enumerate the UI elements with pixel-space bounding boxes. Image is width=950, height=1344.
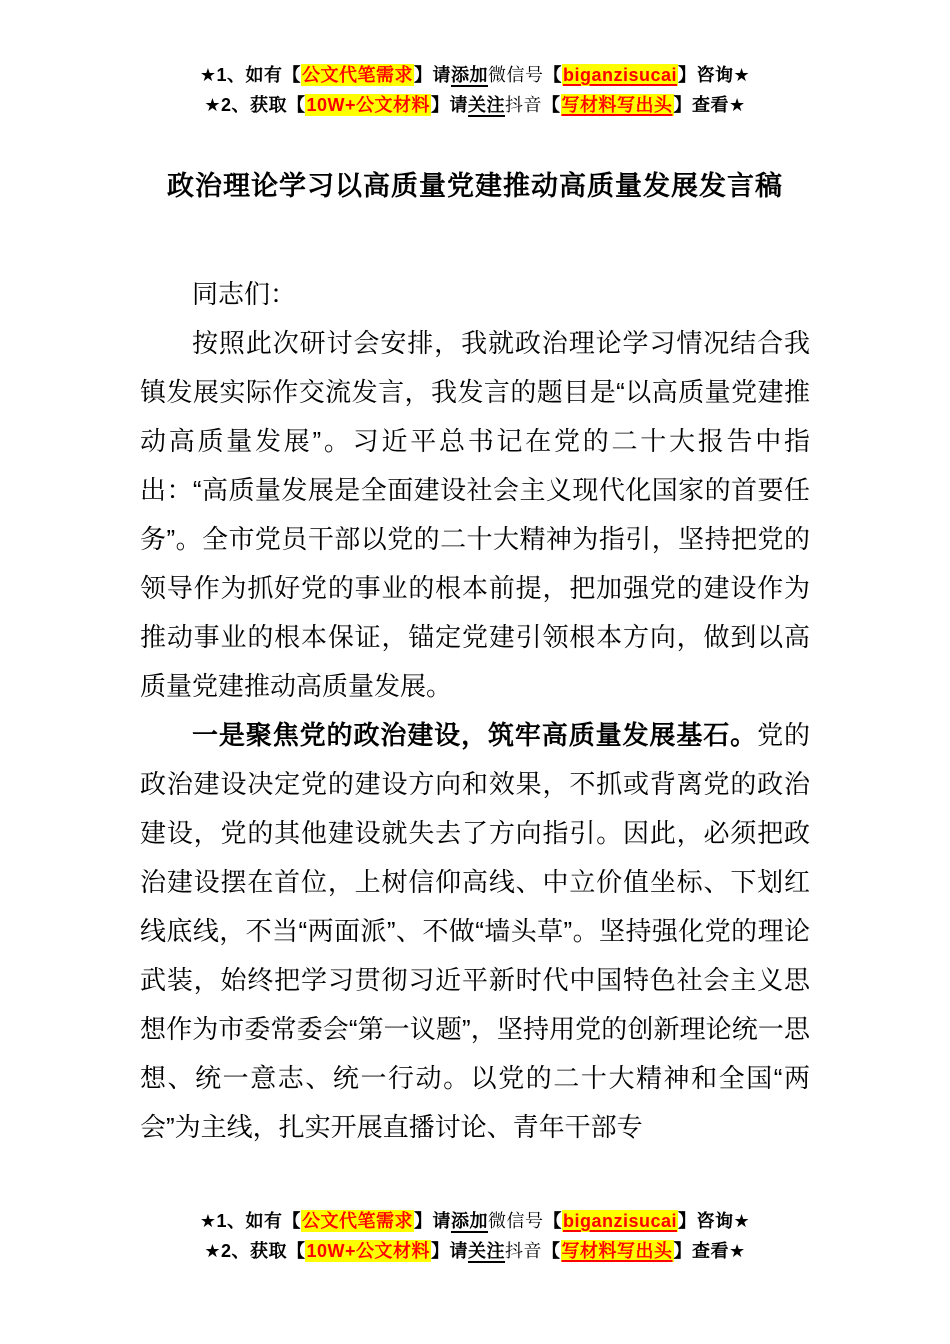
- douyin-account: 写材料写出头: [561, 95, 673, 115]
- promo-prefix: ★1、如有【: [199, 65, 301, 85]
- promo-text-douyin: 抖音: [505, 1241, 543, 1261]
- paragraph: [140, 270, 810, 319]
- promo-prefix: ★1、如有【: [199, 1211, 301, 1231]
- promo-suffix: 】咨询★: [678, 1211, 751, 1231]
- highlight-keyword-writing-service: 公文代笔需求: [301, 1211, 413, 1231]
- paragraph-bold-lead: 一是聚焦党的政治建设，筑牢高质量发展基石。: [192, 720, 758, 750]
- douyin-account: 写材料写出头: [561, 1241, 673, 1261]
- document-title: 政治理论学习以高质量党建推动高质量发展发言稿: [167, 171, 783, 202]
- highlight-keyword-writing-service: 公文代笔需求: [301, 65, 413, 85]
- promo-suffix: 】查看★: [673, 1241, 746, 1261]
- promo-line: [0, 90, 950, 120]
- promo-bracket: 【: [543, 65, 562, 85]
- promo-line: [0, 1236, 950, 1266]
- promo-suffix: 】查看★: [673, 95, 746, 115]
- paragraph-text: 按照此次研讨会安排，我就政治理论学习情况结合我镇发展实际作交流发言，我发言的题目是“以高质量党建推动高质量发展”。习近平总书记在党的二十大报告中指出：“高质量发展是全面建设社会主义现代化国家的首要任务”。全市党员干部以党的二十大精神为指引，坚持把党的领导作为抓好党的事业的根本前提，把加强党的建设作为推动事业的根本保证，锚定党建引领根本方向，做到以高质量党建推动高质量发展。: [140, 328, 810, 701]
- wechat-id: biganzisucai: [562, 65, 678, 85]
- paragraph-text: 同志们：: [192, 279, 297, 309]
- promo-text: 】请: [431, 1241, 469, 1261]
- promo-text: 】请: [413, 1211, 451, 1231]
- promo-text-douyin: 抖音: [505, 95, 543, 115]
- promo-bracket: 【: [542, 95, 561, 115]
- paragraph: [140, 319, 810, 711]
- promo-prefix: ★2、获取【: [204, 95, 306, 115]
- highlight-keyword-materials: 10W+公文材料: [306, 1241, 431, 1261]
- promo-footer: [0, 1206, 950, 1266]
- promo-prefix: ★2、获取【: [204, 1241, 306, 1261]
- promo-text-wechat: 微信号: [487, 65, 544, 85]
- document-body: [140, 270, 810, 1156]
- promo-header: [0, 60, 950, 120]
- promo-action-add: 添加: [450, 65, 488, 85]
- promo-bracket: 【: [543, 1211, 562, 1231]
- promo-line: [0, 1206, 950, 1236]
- highlight-keyword-materials: 10W+公文材料: [306, 95, 431, 115]
- paragraph-text: 党的政治建设决定党的建设方向和效果，不抓或背离党的政治建设，党的其他建设就失去了方向指引。因此，必须把政治建设摆在首位，上树信仰高线、中立价值坐标、下划红线底线，不当“两面派”、不做“墙头草”。坚持强化党的理论武装，始终把学习贯彻习近平新时代中国特色社会主义思想作为市委常委会“第一议题”，坚持用党的创新理论统一思想、统一意志、统一行动。以党的二十大精神和全国“两会”为主线，扎实开展直播讨论、青年干部专: [140, 720, 810, 1142]
- promo-suffix: 】咨询★: [678, 65, 751, 85]
- promo-text-wechat: 微信号: [487, 1211, 544, 1231]
- promo-action-follow: 关注: [468, 1241, 506, 1261]
- promo-line: [0, 60, 950, 90]
- promo-action-add: 添加: [450, 1211, 488, 1231]
- promo-action-follow: 关注: [468, 95, 506, 115]
- promo-text: 】请: [431, 95, 469, 115]
- paragraph: [140, 711, 810, 1152]
- promo-bracket: 【: [542, 1241, 561, 1261]
- wechat-id: biganzisucai: [562, 1211, 678, 1231]
- promo-text: 】请: [413, 65, 451, 85]
